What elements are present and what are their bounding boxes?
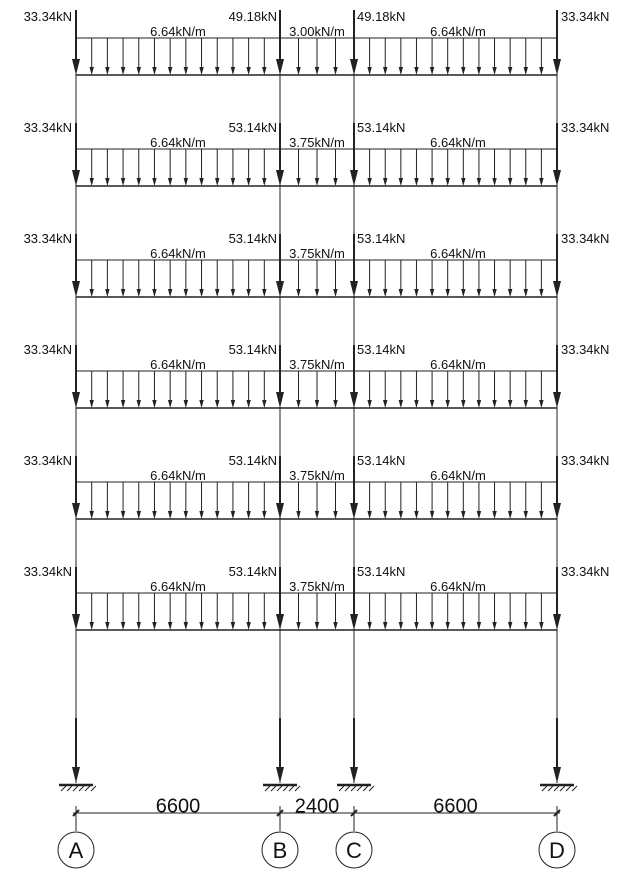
point-load-label-left: 33.34kN xyxy=(23,231,72,246)
udl-arrow-head xyxy=(445,511,449,519)
udl-arrow-head xyxy=(105,400,109,408)
support-hatch xyxy=(339,786,344,791)
point-load-label-left: 33.34kN xyxy=(23,453,72,468)
udl-arrow-head xyxy=(215,622,219,630)
udl-arrow-head xyxy=(539,622,543,630)
axis-bubble-layer xyxy=(58,820,575,868)
udl-arrow-head xyxy=(508,178,512,186)
udl-arrow-head xyxy=(315,178,319,186)
udl-arrow-head xyxy=(383,400,387,408)
udl-arrow-head xyxy=(383,511,387,519)
support-hatch xyxy=(79,786,84,791)
udl-arrow-head xyxy=(137,511,141,519)
udl-arrow-head xyxy=(152,622,156,630)
udl-arrow-head xyxy=(137,289,141,297)
udl-arrow-head xyxy=(399,178,403,186)
point-load-arrow-head xyxy=(276,392,284,408)
udl-arrow-head xyxy=(461,67,465,75)
udl-arrow-head xyxy=(105,289,109,297)
udl-arrow-head xyxy=(367,400,371,408)
point-load-label-right: 33.34kN xyxy=(561,342,610,357)
udl-arrow-head xyxy=(539,400,543,408)
support-hatch xyxy=(277,786,282,791)
dimension-layer xyxy=(73,796,560,821)
udl-arrow-head xyxy=(137,400,141,408)
udl-label-left: 6.64kN/m xyxy=(150,357,206,372)
udl-arrow-head xyxy=(524,178,528,186)
udl-arrow-head xyxy=(315,400,319,408)
udl-label-right: 6.64kN/m xyxy=(430,468,486,483)
udl-arrow-head xyxy=(168,67,172,75)
udl-label-middle: 3.75kN/m xyxy=(289,357,345,372)
udl-arrow-head xyxy=(89,289,93,297)
udl-arrow-head xyxy=(445,178,449,186)
udl-arrow-head xyxy=(137,178,141,186)
point-load-label-left: 33.34kN xyxy=(23,342,72,357)
point-load-arrow-head xyxy=(72,767,80,783)
point-load-arrow-head xyxy=(276,767,284,783)
udl-arrow-head xyxy=(539,511,543,519)
udl-arrow-head xyxy=(296,289,300,297)
support-hatch xyxy=(271,786,276,791)
point-load-arrow-head xyxy=(553,281,561,297)
udl-arrow-head xyxy=(399,511,403,519)
udl-arrow-head xyxy=(333,511,337,519)
point-load-arrow-head xyxy=(276,59,284,75)
udl-arrow-head xyxy=(199,622,203,630)
udl-label-right: 6.64kN/m xyxy=(430,579,486,594)
udl-arrow-head xyxy=(296,178,300,186)
udl-arrow-head xyxy=(89,400,93,408)
udl-arrow-head xyxy=(367,511,371,519)
point-load-arrow-head xyxy=(350,767,358,783)
udl-arrow-head xyxy=(333,67,337,75)
udl-arrow-head xyxy=(445,622,449,630)
udl-arrow-head xyxy=(333,178,337,186)
point-load-label-right: 33.34kN xyxy=(561,120,610,135)
udl-arrow-head xyxy=(508,511,512,519)
support-hatch xyxy=(283,786,288,791)
point-load-label-c: 53.14kN xyxy=(357,453,406,468)
point-load-label-left: 33.34kN xyxy=(23,564,72,579)
udl-arrow-head xyxy=(262,178,266,186)
udl-arrow-head xyxy=(246,511,250,519)
udl-arrow-head xyxy=(477,67,481,75)
udl-arrow-head xyxy=(333,400,337,408)
udl-arrow-head xyxy=(168,622,172,630)
point-load-arrow-head xyxy=(553,503,561,519)
udl-arrow-head xyxy=(333,622,337,630)
udl-arrow-head xyxy=(137,622,141,630)
support-hatch xyxy=(357,786,362,791)
udl-arrow-head xyxy=(383,622,387,630)
udl-arrow-head xyxy=(492,289,496,297)
udl-label-right: 6.64kN/m xyxy=(430,135,486,150)
udl-arrow-head xyxy=(315,67,319,75)
point-load-arrow-head xyxy=(72,392,80,408)
support-hatch xyxy=(61,786,66,791)
support-hatch xyxy=(560,786,565,791)
support-hatch xyxy=(73,786,78,791)
udl-arrow-head xyxy=(414,622,418,630)
udl-arrow-head xyxy=(231,511,235,519)
udl-arrow-head xyxy=(184,289,188,297)
udl-arrow-head xyxy=(524,67,528,75)
udl-arrow-head xyxy=(199,511,203,519)
point-load-arrow-head xyxy=(350,170,358,186)
udl-arrow-head xyxy=(89,178,93,186)
udl-arrow-head xyxy=(89,622,93,630)
udl-label-left: 6.64kN/m xyxy=(150,135,206,150)
udl-arrow-head xyxy=(445,400,449,408)
udl-arrow-head xyxy=(121,289,125,297)
point-load-arrow-head xyxy=(553,392,561,408)
udl-label-middle: 3.75kN/m xyxy=(289,246,345,261)
point-load-label-right: 33.34kN xyxy=(561,453,610,468)
point-load-label-b: 49.18kN xyxy=(228,9,277,24)
udl-arrow-head xyxy=(152,289,156,297)
udl-arrow-head xyxy=(461,178,465,186)
udl-arrow-head xyxy=(246,622,250,630)
point-load-label-right: 33.34kN xyxy=(561,231,610,246)
support-hatch xyxy=(67,786,72,791)
udl-arrow-head xyxy=(231,622,235,630)
udl-arrow-head xyxy=(383,289,387,297)
point-load-label-right: 33.34kN xyxy=(561,564,610,579)
udl-arrow-head xyxy=(152,67,156,75)
udl-arrow-head xyxy=(296,400,300,408)
udl-arrow-head xyxy=(246,289,250,297)
udl-label-middle: 3.00kN/m xyxy=(289,24,345,39)
point-load-arrow-head xyxy=(276,503,284,519)
udl-arrow-head xyxy=(262,400,266,408)
udl-arrow-head xyxy=(399,400,403,408)
udl-arrow-head xyxy=(121,622,125,630)
udl-arrow-head xyxy=(168,178,172,186)
point-load-label-b: 53.14kN xyxy=(228,120,277,135)
udl-arrow-head xyxy=(492,178,496,186)
udl-label-middle: 3.75kN/m xyxy=(289,135,345,150)
udl-arrow-head xyxy=(492,622,496,630)
support-hatch xyxy=(345,786,350,791)
udl-arrow-head xyxy=(524,511,528,519)
udl-arrow-head xyxy=(524,400,528,408)
udl-arrow-head xyxy=(168,289,172,297)
udl-arrow-head xyxy=(184,622,188,630)
point-load-arrow-head xyxy=(350,392,358,408)
udl-arrow-head xyxy=(89,511,93,519)
udl-arrow-head xyxy=(477,400,481,408)
support-hatch xyxy=(369,786,374,791)
point-load-arrow-head xyxy=(553,767,561,783)
udl-arrow-head xyxy=(105,67,109,75)
udl-arrow-head xyxy=(315,511,319,519)
udl-label-middle: 3.75kN/m xyxy=(289,579,345,594)
udl-arrow-head xyxy=(430,511,434,519)
udl-arrow-head xyxy=(105,178,109,186)
udl-arrow-head xyxy=(262,289,266,297)
udl-label-left: 6.64kN/m xyxy=(150,24,206,39)
udl-arrow-head xyxy=(399,622,403,630)
udl-arrow-head xyxy=(461,289,465,297)
udl-arrow-head xyxy=(539,67,543,75)
udl-arrow-head xyxy=(152,511,156,519)
point-load-arrow-head xyxy=(276,170,284,186)
dimension-label: 6600 xyxy=(155,795,201,818)
point-load-arrow-head xyxy=(350,503,358,519)
support-hatch xyxy=(554,786,559,791)
udl-arrow-head xyxy=(539,289,543,297)
support-hatch xyxy=(566,786,571,791)
udl-arrow-head xyxy=(477,178,481,186)
udl-arrow-head xyxy=(231,67,235,75)
udl-arrow-head xyxy=(231,289,235,297)
udl-arrow-head xyxy=(296,622,300,630)
point-load-label-c: 53.14kN xyxy=(357,120,406,135)
dimension-label: 2400 xyxy=(294,795,340,818)
udl-arrow-head xyxy=(430,67,434,75)
udl-arrow-head xyxy=(367,289,371,297)
load-layer xyxy=(72,10,561,630)
udl-arrow-head xyxy=(539,178,543,186)
udl-arrow-head xyxy=(215,67,219,75)
point-load-arrow-head xyxy=(350,281,358,297)
point-load-arrow-head xyxy=(72,59,80,75)
udl-arrow-head xyxy=(184,400,188,408)
point-load-arrow-head xyxy=(553,170,561,186)
point-load-label-b: 53.14kN xyxy=(228,342,277,357)
udl-arrow-head xyxy=(445,289,449,297)
udl-arrow-head xyxy=(184,67,188,75)
axis-label: D xyxy=(549,838,565,863)
udl-arrow-head xyxy=(215,511,219,519)
udl-arrow-head xyxy=(508,67,512,75)
point-load-label-right: 33.34kN xyxy=(561,9,610,24)
point-load-label-b: 53.14kN xyxy=(228,453,277,468)
udl-arrow-head xyxy=(105,511,109,519)
udl-arrow-head xyxy=(477,511,481,519)
udl-arrow-head xyxy=(231,400,235,408)
axis-label: B xyxy=(272,838,288,863)
udl-arrow-head xyxy=(296,67,300,75)
point-load-arrow-head xyxy=(553,614,561,630)
udl-arrow-head xyxy=(399,289,403,297)
udl-arrow-head xyxy=(315,622,319,630)
udl-arrow-head xyxy=(461,622,465,630)
udl-arrow-head xyxy=(121,400,125,408)
udl-arrow-head xyxy=(168,400,172,408)
support-hatch xyxy=(265,786,270,791)
udl-arrow-head xyxy=(430,622,434,630)
udl-arrow-head xyxy=(508,400,512,408)
point-load-arrow-head xyxy=(72,614,80,630)
udl-label-left: 6.64kN/m xyxy=(150,468,206,483)
support-hatch xyxy=(295,786,300,791)
udl-arrow-head xyxy=(121,511,125,519)
support-hatch xyxy=(548,786,553,791)
udl-arrow-head xyxy=(383,178,387,186)
udl-arrow-head xyxy=(246,67,250,75)
udl-arrow-head xyxy=(461,400,465,408)
udl-label-right: 6.64kN/m xyxy=(430,246,486,261)
udl-arrow-head xyxy=(430,400,434,408)
udl-arrow-head xyxy=(246,400,250,408)
udl-arrow-head xyxy=(121,67,125,75)
axis-label: C xyxy=(346,838,362,863)
point-load-label-left: 33.34kN xyxy=(23,9,72,24)
point-load-label-c: 53.14kN xyxy=(357,564,406,579)
udl-arrow-head xyxy=(199,400,203,408)
udl-arrow-head xyxy=(246,178,250,186)
udl-arrow-head xyxy=(152,400,156,408)
udl-arrow-head xyxy=(262,622,266,630)
udl-arrow-head xyxy=(414,289,418,297)
udl-arrow-head xyxy=(399,67,403,75)
udl-arrow-head xyxy=(215,400,219,408)
udl-arrow-head xyxy=(215,178,219,186)
udl-label-middle: 3.75kN/m xyxy=(289,468,345,483)
point-load-arrow-head xyxy=(72,170,80,186)
point-load-arrow-head xyxy=(276,614,284,630)
support-hatch xyxy=(289,786,294,791)
point-load-label-c: 53.14kN xyxy=(357,342,406,357)
point-load-arrow-head xyxy=(72,281,80,297)
udl-arrow-head xyxy=(262,511,266,519)
udl-label-right: 6.64kN/m xyxy=(430,24,486,39)
support-hatch xyxy=(572,786,577,791)
udl-arrow-head xyxy=(477,622,481,630)
udl-arrow-head xyxy=(262,67,266,75)
udl-label-left: 6.64kN/m xyxy=(150,579,206,594)
udl-arrow-head xyxy=(445,67,449,75)
udl-arrow-head xyxy=(367,622,371,630)
udl-label-left: 6.64kN/m xyxy=(150,246,206,261)
udl-arrow-head xyxy=(524,622,528,630)
udl-arrow-head xyxy=(315,289,319,297)
udl-arrow-head xyxy=(121,178,125,186)
udl-arrow-head xyxy=(184,178,188,186)
udl-arrow-head xyxy=(508,289,512,297)
support-hatch xyxy=(91,786,96,791)
support-hatch xyxy=(351,786,356,791)
udl-arrow-head xyxy=(492,67,496,75)
point-load-label-c: 49.18kN xyxy=(357,9,406,24)
point-load-arrow-head xyxy=(72,503,80,519)
udl-arrow-head xyxy=(508,622,512,630)
udl-arrow-head xyxy=(492,400,496,408)
udl-arrow-head xyxy=(414,511,418,519)
support-hatch xyxy=(542,786,547,791)
udl-arrow-head xyxy=(215,289,219,297)
udl-arrow-head xyxy=(231,178,235,186)
udl-label-right: 6.64kN/m xyxy=(430,357,486,372)
udl-arrow-head xyxy=(524,289,528,297)
udl-arrow-head xyxy=(367,67,371,75)
udl-arrow-head xyxy=(430,289,434,297)
udl-arrow-head xyxy=(461,511,465,519)
udl-arrow-head xyxy=(199,178,203,186)
udl-arrow-head xyxy=(367,178,371,186)
dimension-label: 6600 xyxy=(433,795,478,818)
support-hatch xyxy=(363,786,368,791)
support-hatch xyxy=(85,786,90,791)
udl-arrow-head xyxy=(184,511,188,519)
point-load-arrow-head xyxy=(350,59,358,75)
udl-arrow-head xyxy=(414,67,418,75)
udl-arrow-head xyxy=(477,289,481,297)
udl-arrow-head xyxy=(105,622,109,630)
udl-arrow-head xyxy=(152,178,156,186)
udl-arrow-head xyxy=(199,289,203,297)
udl-arrow-head xyxy=(492,511,496,519)
udl-arrow-head xyxy=(168,511,172,519)
point-load-arrow-head xyxy=(276,281,284,297)
udl-arrow-head xyxy=(414,400,418,408)
axis-label: A xyxy=(68,838,84,863)
point-load-arrow-head xyxy=(350,614,358,630)
udl-arrow-head xyxy=(333,289,337,297)
udl-arrow-head xyxy=(383,67,387,75)
point-load-arrow-head xyxy=(553,59,561,75)
point-load-label-b: 53.14kN xyxy=(228,231,277,246)
udl-arrow-head xyxy=(137,67,141,75)
point-load-label-left: 33.34kN xyxy=(23,120,72,135)
point-load-label-c: 53.14kN xyxy=(357,231,406,246)
udl-arrow-head xyxy=(89,67,93,75)
udl-arrow-head xyxy=(430,178,434,186)
udl-arrow-head xyxy=(414,178,418,186)
point-load-label-b: 53.14kN xyxy=(228,564,277,579)
udl-arrow-head xyxy=(199,67,203,75)
udl-arrow-head xyxy=(296,511,300,519)
